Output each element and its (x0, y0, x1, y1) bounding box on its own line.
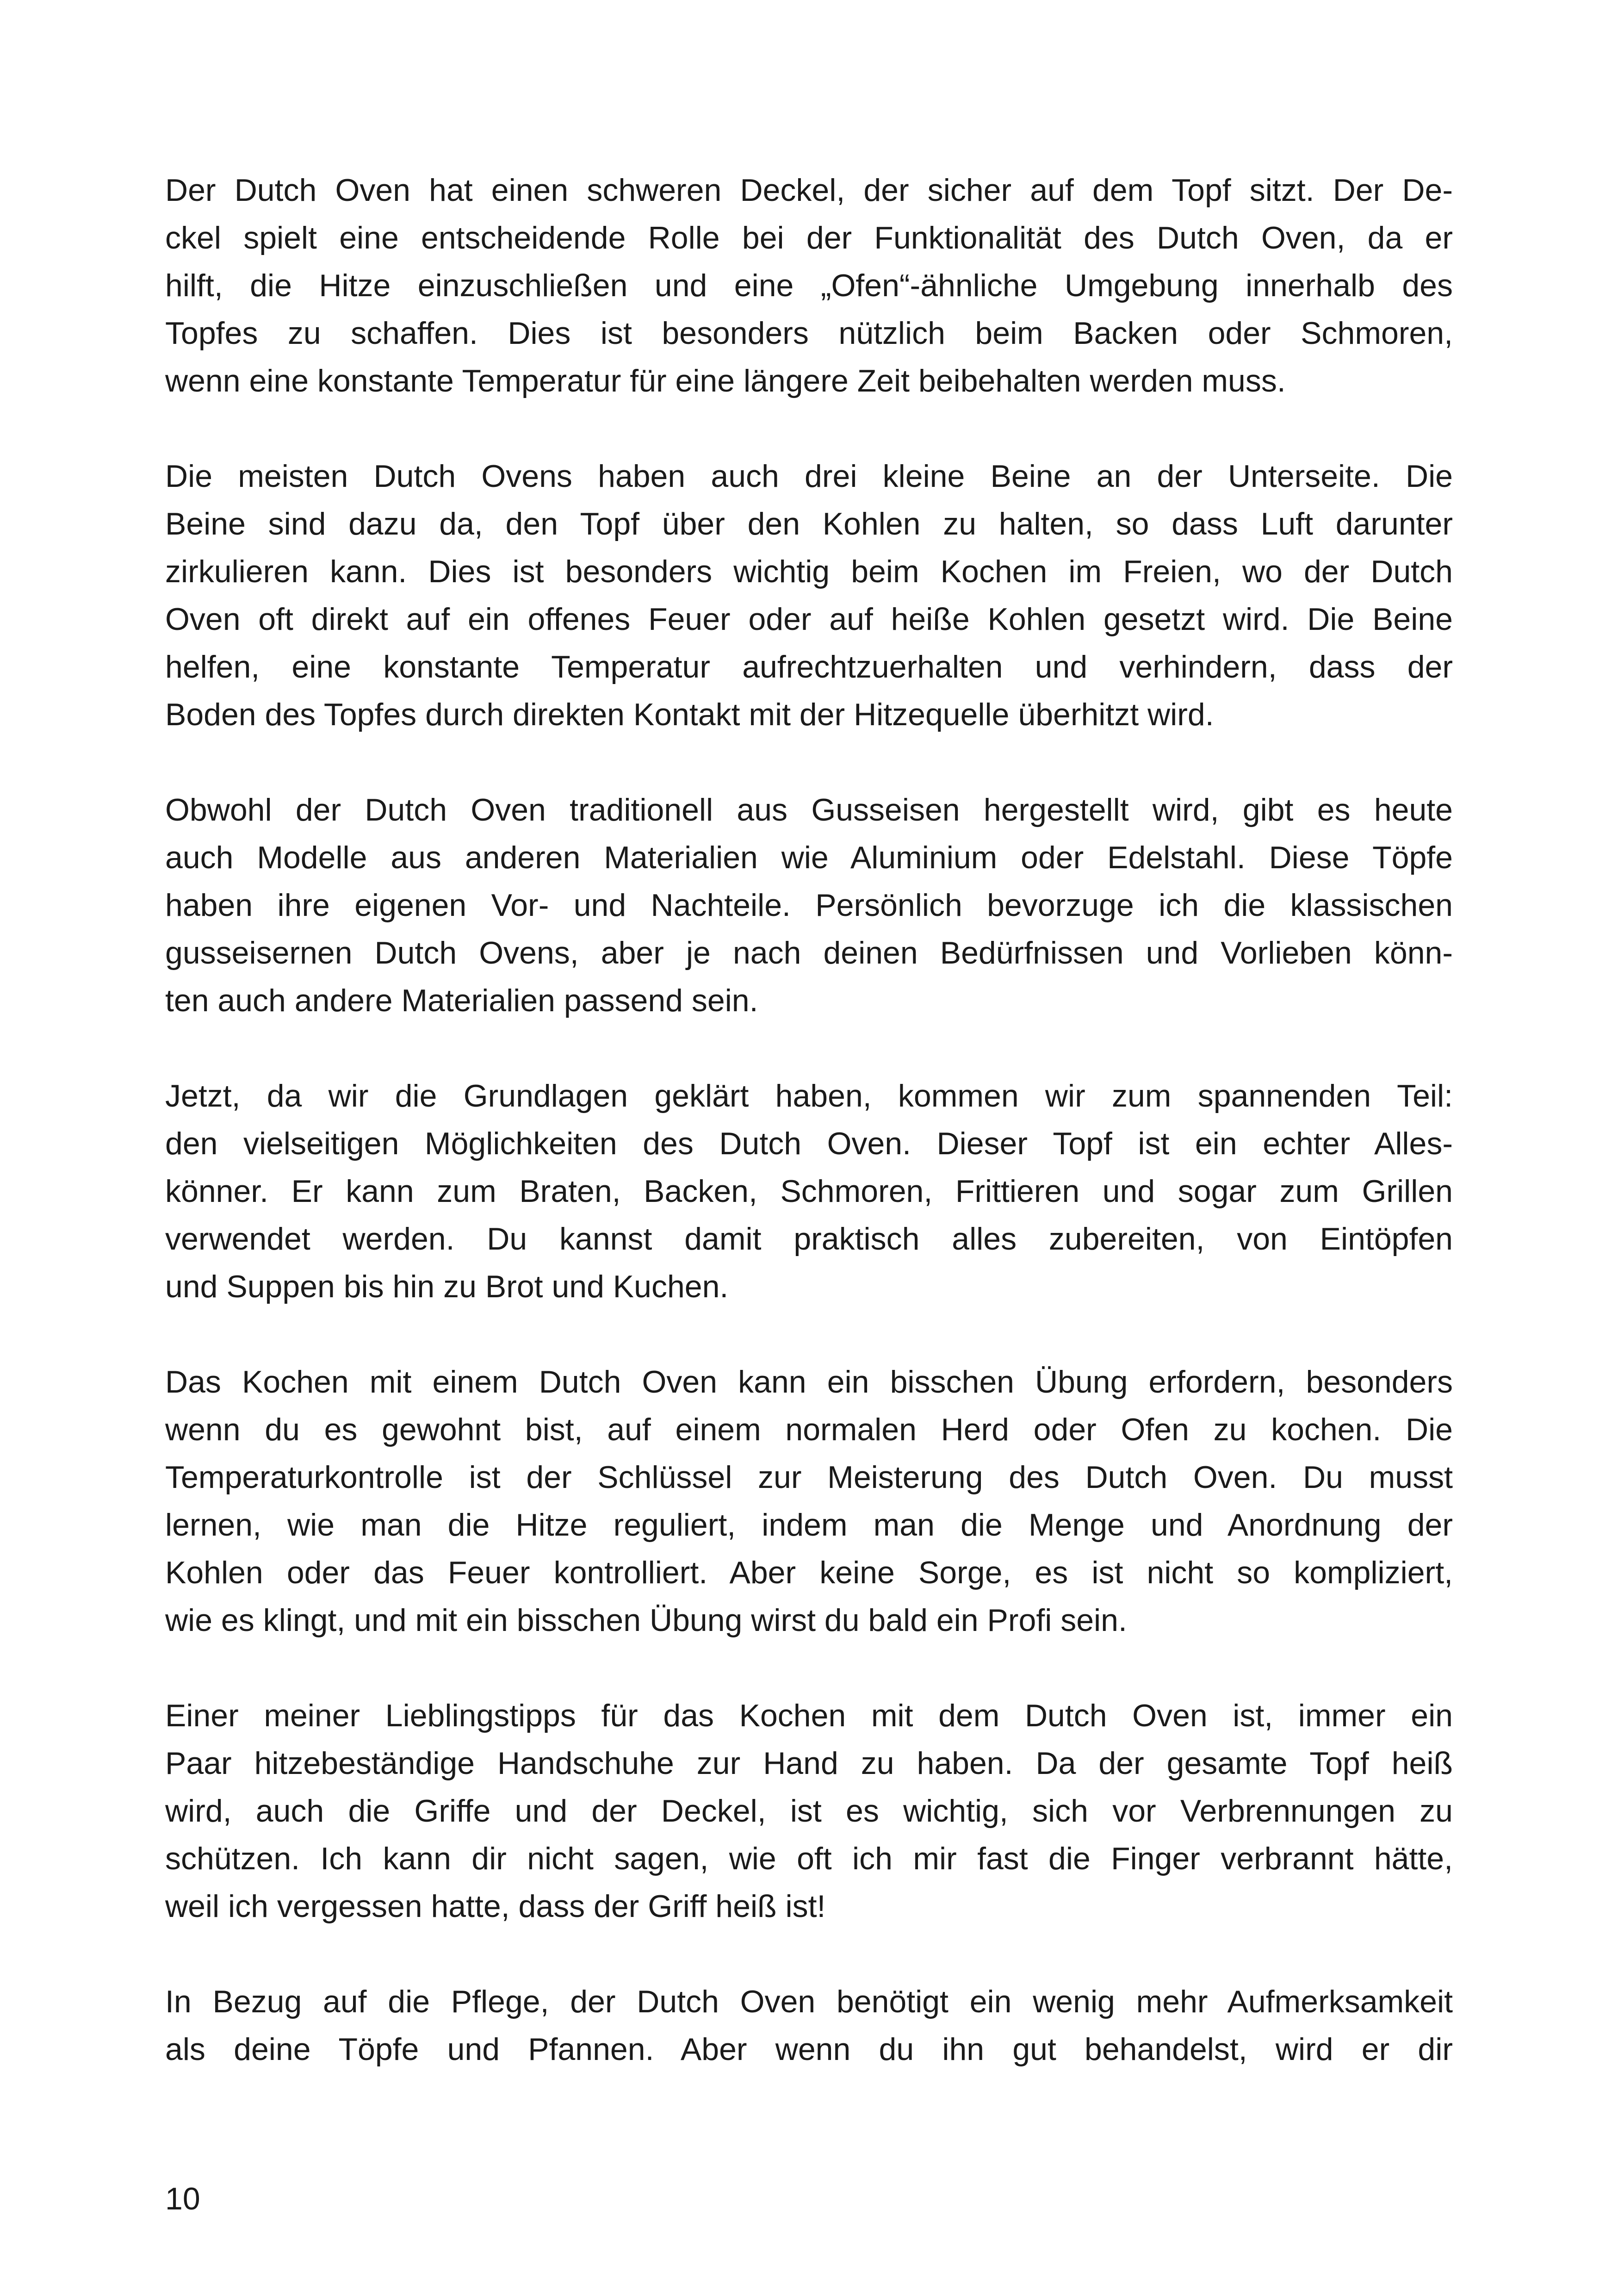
text-line: verwendet werden. Du kannst damit praktisch alles zubereiten, von Eintöpfen (165, 1221, 1453, 1257)
text-line: Kohlen oder das Feuer kontrolliert. Aber keine Sorge, es ist nicht so kompliziert, (165, 1555, 1453, 1590)
body-text (165, 167, 1453, 2073)
text-line: ten auch andere Materialien passend sein. (165, 983, 758, 1018)
text-line: Topfes zu schaffen. Dies ist besonders nützlich beim Backen oder Schmoren, (165, 316, 1453, 351)
text-line: Obwohl der Dutch Oven traditionell aus Gusseisen hergestellt wird, gibt es heute (165, 792, 1453, 828)
text-line: haben ihre eigenen Vor- und Nachteile. Persönlich bevorzuge ich die klassischen (165, 888, 1453, 923)
text-line: Paar hitzebeständige Handschuhe zur Hand zu haben. Da der gesamte Topf heiß (165, 1746, 1453, 1781)
text-line: gusseisernen Dutch Ovens, aber je nach deinen Bedürfnissen und Vorlieben könn- (165, 935, 1453, 971)
text-line: ckel spielt eine entscheidende Rolle bei der Funktionalität des Dutch Oven, da er (165, 220, 1453, 255)
text-line: weil ich vergessen hatte, dass der Griff heiß ist! (165, 1889, 826, 1924)
text-line: Oven oft direkt auf ein offenes Feuer oder auf heiße Kohlen gesetzt wird. Die Beine (165, 602, 1453, 637)
text-line: Temperaturkontrolle ist der Schlüssel zur Meisterung des Dutch Oven. Du musst (165, 1460, 1453, 1495)
paragraph-versatility (165, 1072, 1453, 1311)
text-line: den vielseitigen Möglichkeiten des Dutch Oven. Dieser Topf ist ein echter Alles- (165, 1126, 1453, 1161)
text-line: Das Kochen mit einem Dutch Oven kann ein bisschen Übung erfordern, besonders (165, 1364, 1453, 1400)
text-line: zirkulieren kann. Dies ist besonders wichtig beim Kochen im Freien, wo der Dutch (165, 554, 1453, 589)
paragraph-care (165, 1978, 1453, 2073)
text-line: als deine Töpfe und Pfannen. Aber wenn du ihn gut behandelst, wird er dir (165, 2032, 1453, 2067)
paragraph-practice (165, 1358, 1453, 1644)
text-line: Jetzt, da wir die Grundlagen geklärt haben, kommen wir zum spannenden Teil: (165, 1078, 1453, 1114)
text-line: Boden des Topfes durch direkten Kontakt mit der Hitzequelle überhitzt wird. (165, 697, 1214, 732)
text-line: wird, auch die Griffe und der Deckel, ist es wichtig, sich vor Verbrennungen zu (165, 1793, 1453, 1829)
text-line: In Bezug auf die Pflege, der Dutch Oven benötigt ein wenig mehr Aufmerksamkeit (165, 1984, 1453, 2019)
text-line: auch Modelle aus anderen Materialien wie Aluminium oder Edelstahl. Diese Töpfe (165, 840, 1453, 875)
text-line: und Suppen bis hin zu Brot und Kuchen. (165, 1269, 729, 1304)
text-line: wenn eine konstante Temperatur für eine längere Zeit beibehalten werden muss. (165, 363, 1286, 398)
paragraph-lid (165, 167, 1453, 405)
page-number: 10 (165, 2181, 200, 2216)
text-line: Die meisten Dutch Ovens haben auch drei kleine Beine an der Unterseite. Die (165, 459, 1453, 494)
text-line: wenn du es gewohnt bist, auf einem normalen Herd oder Ofen zu kochen. Die (165, 1412, 1453, 1447)
text-line: Beine sind dazu da, den Topf über den Kohlen zu halten, so dass Luft darunter (165, 506, 1453, 541)
text-line: lernen, wie man die Hitze reguliert, indem man die Menge und Anordnung der (165, 1507, 1453, 1543)
paragraph-legs (165, 453, 1453, 739)
text-line: schützen. Ich kann dir nicht sagen, wie oft ich mir fast die Finger verbrannt hätte, (165, 1841, 1453, 1876)
text-line: Der Dutch Oven hat einen schweren Deckel, der sicher auf dem Topf sitzt. Der De- (165, 173, 1453, 208)
text-line: Einer meiner Lieblingstipps für das Kochen mit dem Dutch Oven ist, immer ein (165, 1698, 1453, 1733)
text-line: könner. Er kann zum Braten, Backen, Schmoren, Frittieren und sogar zum Grillen (165, 1174, 1453, 1209)
text-line: helfen, eine konstante Temperatur aufrechtzuerhalten und verhindern, dass der (165, 649, 1453, 684)
text-line: hilft, die Hitze einzuschließen und eine „Ofen“-ähnliche Umgebung innerhalb des (165, 268, 1453, 303)
paragraph-materials (165, 786, 1453, 1025)
paragraph-gloves (165, 1692, 1453, 1930)
text-line: wie es klingt, und mit ein bisschen Übung wirst du bald ein Profi sein. (165, 1603, 1127, 1638)
